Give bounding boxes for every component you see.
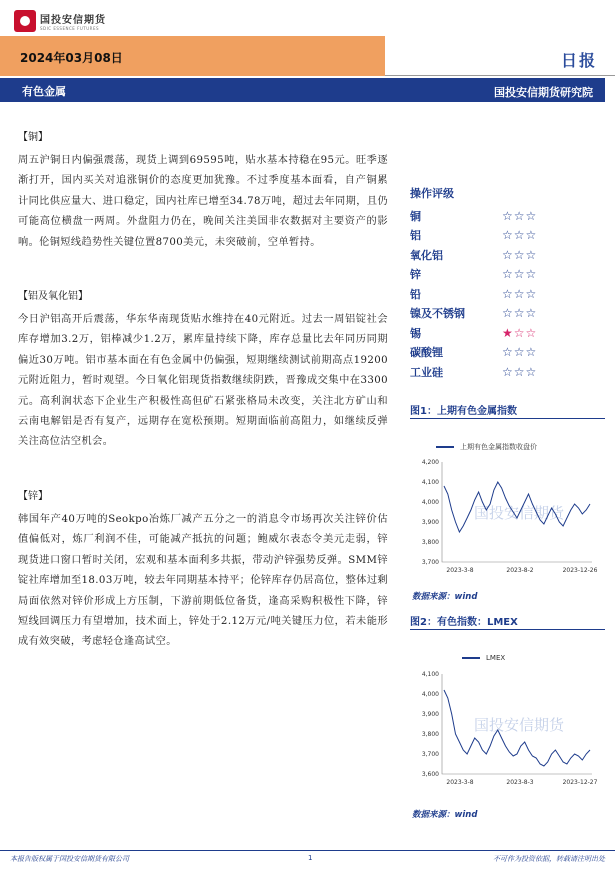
ratings-list [410,206,605,382]
section-copper [18,128,388,253]
rating-row [410,323,605,343]
star-filled-icon: ★ [502,325,514,340]
report-date: 2024年03月08日 [20,51,123,65]
rating-row [410,304,605,324]
star-outline-icon: ☆ [513,325,526,340]
rating-metal: 铝 [410,229,421,243]
y-tick-label: 3,900 [421,519,439,526]
star-outline-icon: ☆ [502,267,514,282]
section-zinc [18,487,388,653]
logo-subname: SDIC ESSENCE FUTURES [40,26,100,31]
star-outline-icon: ☆ [513,267,526,282]
main-content [18,120,388,653]
section-title: 【铜】 [18,132,48,143]
y-tick-label: 3,700 [421,751,439,758]
footer-rule [0,850,615,851]
star-outline-icon: ☆ [525,228,538,243]
section-body: 韩国年产40万吨的Seokpo冶炼厂减产五分之一的消息令市场再次关注锌价估值偏低对，炼厂利润不佳，可能减产抵抗的问题；鲍威尔表态令美元走弱，锌现货进口窗口暂时关闭，宏观和基本面利多共振，带动沪锌强势反弹。SMM锌锭社库增加至18.03万吨，较去年同期基本持平；伦锌库存仍居高位，整体过剩局面依然对锌价形成上方压制，下游前期低位备货，逢高采购积极性下降，锌短线回调压力有望增加，技术面上，锌处于2.12万元/吨关键压力位，若未能形成有效突破，考虑轻仓逢高试空。 [18,513,388,648]
star-outline-icon: ☆ [525,345,538,360]
figure-1-svg [412,430,602,580]
star-outline-icon: ☆ [525,364,538,379]
figure-2-rule [410,629,605,630]
rating-metal: 氧化铝 [410,248,443,262]
legend-swatch [436,446,454,448]
sector-name: 有色金属 [22,85,66,98]
x-tick-label: 2023-8-3 [506,779,534,786]
page-number: 1 [308,854,313,862]
star-outline-icon: ☆ [502,306,514,321]
figure-2-chart [412,642,602,792]
rating-metal: 镍及不锈钢 [410,307,465,321]
star-outline-icon: ☆ [525,267,538,282]
rating-stars [502,287,537,301]
rating-metal: 锌 [410,268,421,282]
rating-stars [502,228,537,242]
star-outline-icon: ☆ [502,345,514,360]
star-outline-icon: ☆ [513,247,526,262]
y-tick-label: 4,200 [421,459,439,466]
x-tick-label: 2023-12-27 [562,779,598,786]
legend-label: 上期有色金属指数收盘价 [460,443,537,451]
star-outline-icon: ☆ [513,228,526,243]
star-outline-icon: ☆ [513,208,526,223]
figure-1-title: 图1：上期有色金属指数 [410,406,517,417]
rating-metal: 铅 [410,287,421,301]
rating-stars [502,365,537,379]
y-tick-label: 3,600 [421,771,439,778]
star-outline-icon: ☆ [502,228,514,243]
rating-stars [502,248,537,262]
report-type: 日报 [560,51,597,70]
star-outline-icon: ☆ [513,345,526,360]
y-tick-label: 3,800 [421,731,439,738]
figure-2-svg [412,642,602,792]
star-outline-icon: ☆ [502,364,514,379]
rating-stars [502,306,537,320]
figure-2-legend [462,654,505,662]
y-tick-label: 4,100 [421,671,439,678]
x-tick-label: 2023-8-2 [506,567,534,574]
x-tick-label: 2023-3-8 [446,567,474,574]
rating-stars [502,209,537,223]
legend-label: LMEX [486,654,506,662]
date-bar [0,36,385,76]
y-tick-label: 4,100 [421,479,439,486]
star-outline-icon: ☆ [513,306,526,321]
y-tick-label: 4,000 [421,499,439,506]
logo-icon [14,10,36,32]
logo [14,10,106,32]
rating-metal: 锡 [410,326,421,340]
section-body: 今日沪铝高开后震荡，华东华南现货贴水维持在40元附近。过去一周铝锭社会库存增加3.2万，铝棒减少1.2万，累库量持续下降，库存总量比去年同历同期偏近30万吨。铝市基本面在有色金属中仍偏强，短期继续测试前期高点19200元附近阻力，暂时观望。今日氧化铝现货指数继续阴跌，晋豫成交集中在3300元。高利润状态下企业生产积极性高但矿石紧张格局未改变，关注北方矿山和云南电解铝是否有复产，远期存在宽松预期。短期面临前高阻力，如继续反弹关注高位沽空机会。 [18,314,388,448]
rating-row [410,343,605,363]
rating-row [410,245,605,265]
x-tick-label: 2023-3-8 [446,779,474,786]
rating-metal: 碳酸锂 [410,346,443,360]
section-aluminium [18,287,388,453]
star-outline-icon: ☆ [513,364,526,379]
institute-name: 国投安信期货研究院 [494,86,593,99]
rating-row [410,206,605,226]
logo-name: 国投安信期货 [40,15,106,26]
rating-stars [502,326,537,340]
star-outline-icon: ☆ [525,306,538,321]
footer-copyright: 本报告版权属于国投安信期货有限公司 [10,855,129,863]
figure-1-rule [410,418,605,419]
y-tick-label: 3,800 [421,539,439,546]
rating-row [410,226,605,246]
star-outline-icon: ☆ [502,286,514,301]
figure-1-chart [412,430,602,580]
section-body: 周五沪铜日内偏强震荡，现货上调到69595吨，贴水基本持稳在95元。旺季逐渐打开，国内买关对追涨铜价的态度更加犹豫。不过季度基本面看，自产铜累计同比供应量大、进口稳定，国内社库已增至34.78万吨，超过去年同期，且仍可能高位横盘一两周。外盘阻力仍在，晚间关注美国非农数据对主要资产的影响。伦铜短线趋势性关键位置8700美元，未突破前，空单暂持。 [18,155,388,248]
rating-metal: 铜 [410,209,421,223]
figure-2-source: 数据来源：wind [412,810,478,820]
legend-swatch [462,657,480,659]
rating-metal: 工业硅 [410,365,443,379]
watermark: 国投安信期货 [474,716,565,734]
y-tick-label: 3,900 [421,711,439,718]
figure-2-title: 图2：有色指数：LMEX [410,617,518,628]
figure-1-source: 数据来源：wind [412,592,478,602]
star-outline-icon: ☆ [525,208,538,223]
star-outline-icon: ☆ [513,286,526,301]
x-tick-label: 2023-12-26 [562,567,598,574]
section-title: 【铝及氧化铝】 [18,291,88,303]
ratings-title: 操作评级 [410,187,454,200]
rating-row [410,265,605,285]
section-title: 【锌】 [18,490,48,502]
watermark: 国投安信期货 [474,504,565,522]
y-tick-label: 4,000 [421,691,439,698]
rating-row [410,362,605,382]
footer-disclaimer: 不可作为投资依据，转载请注明出处 [493,855,605,863]
ratings-panel [410,185,605,382]
rating-stars [502,345,537,359]
star-outline-icon: ☆ [502,208,514,223]
star-outline-icon: ☆ [525,325,538,340]
rating-row [410,284,605,304]
star-outline-icon: ☆ [502,247,514,262]
y-tick-label: 3,700 [421,559,439,566]
figure-1-legend [436,442,537,452]
star-outline-icon: ☆ [525,286,538,301]
rating-stars [502,267,537,281]
header-rule [385,75,615,76]
star-outline-icon: ☆ [525,247,538,262]
